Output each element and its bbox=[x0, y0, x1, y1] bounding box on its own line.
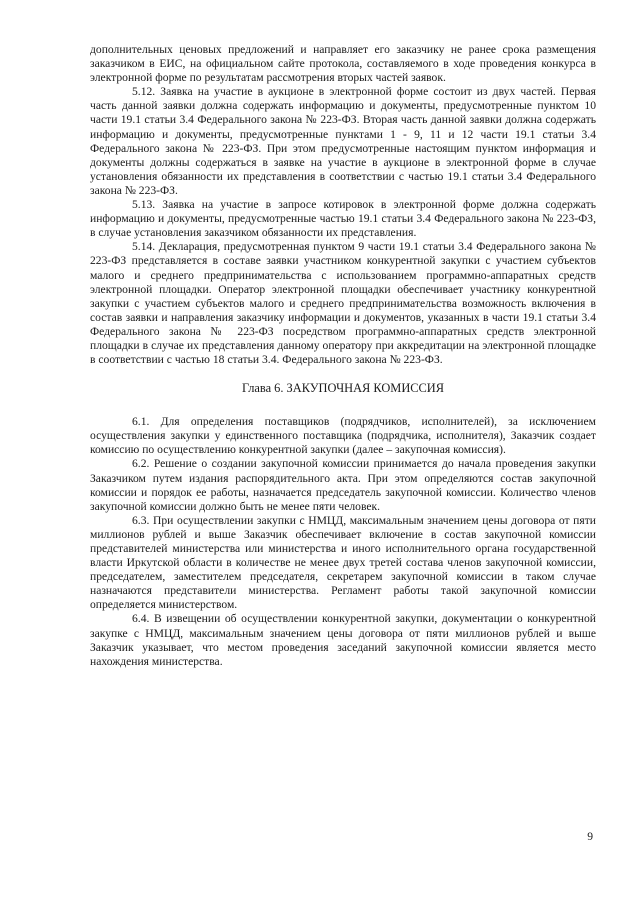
page-number: 9 bbox=[587, 830, 593, 843]
paragraph-5-13: 5.13. Заявка на участие в запросе котировок в электронной форме должна содержать информацию и документы, предусмотренные частью 19.1 статьи 3.4 Федерального закона № 223-ФЗ, в случае установления заказчиком обязанности их представления. bbox=[90, 198, 596, 240]
paragraph-5-12: 5.12. Заявка на участие в аукционе в электронной форме состоит из двух частей. Первая часть данной заявки должна содержать информацию и документы, предусмотренные пунктом 10 части 19.1 статьи 3.4 Федерального закона № 223-ФЗ. Вторая часть данной заявки должна содержать информацию и документы, предусмотренные пунктами 1 - 9, 11 и 12 части 19.1 статьи 3.4 Федерального закона № 223-ФЗ. При этом предусмотренные настоящим пунктом информация и документы должны содержаться в заявке на участие в аукционе в электронной форме в случае установления обязанности их представления в соответствии с частью 19.1 статьи 3.4 Федерального закона № 223-ФЗ. bbox=[90, 85, 596, 197]
paragraph-6-4: 6.4. В извещении об осуществлении конкурентной закупки, документации о конкурентной закупке с НМЦД, максимальным значением цены договора от пяти миллионов рублей и выше Заказчик указывает, что местом проведения заседаний закупочной комиссии является место нахождения министерства. bbox=[90, 612, 596, 668]
paragraph-6-3: 6.3. При осуществлении закупки с НМЦД, максимальным значением цены договора от пяти миллионов рублей и выше Заказчик обеспечивает включение в состав закупочной комиссии представителей министерства или министерства и иного исполнительного органа государственной власти Иркутской области в количестве не менее двух третей состава членов закупочной комиссии, председателем, заместителем председателя, секретарем закупочной комиссии в таком случае назначаются представители министерства. Регламент работы такой закупочной комиссии определяется министерством. bbox=[90, 513, 596, 612]
page-content bbox=[90, 43, 596, 669]
paragraph-6-2: 6.2. Решение о создании закупочной комиссии принимается до начала проведения закупки Заказчиком путем издания распорядительного акта. При этом определяются состав закупочной комиссии и порядок ее работы, назначается председатель закупочной комиссии. Количество членов закупочной комиссии должно быть не менее пяти человек. bbox=[90, 457, 596, 513]
paragraph-continuation: дополнительных ценовых предложений и направляет его заказчику не ранее срока размещения заказчиком в ЕИС, на официальном сайте протокола, составляемого в ходе проведения конкурса в электронной форме по результатам рассмотрения вторых частей заявок. bbox=[90, 43, 596, 85]
paragraph-5-14: 5.14. Декларация, предусмотренная пунктом 9 части 19.1 статьи 3.4 Федерального закона № 223-ФЗ представляется в составе заявки участником конкурентной закупки с участием субъектов малого и среднего предпринимательства с использованием программно-аппаратных средств электронной площадки. Оператор электронной площадки обеспечивает участнику конкурентной закупки с участием субъектов малого и среднего предпринимательства возможность включения в состав заявки и направления заказчику информации и документов, указанных в части 19.1 статьи 3.4 Федерального закона № 223-ФЗ посредством программно-аппаратных средств электронной площадки в случае их представления данному оператору при аккредитации на электронной площадке в соответствии с частью 18 статьи 3.4. Федерального закона № 223-ФЗ. bbox=[90, 240, 596, 367]
paragraph-6-1: 6.1. Для определения поставщиков (подрядчиков, исполнителей), за исключением осуществления закупки у единственного поставщика (подрядчика, исполнителя), Заказчик создает комиссию по осуществлению конкурентной закупки (далее – закупочная комиссия). bbox=[90, 415, 596, 457]
chapter-heading: Глава 6. ЗАКУПОЧНАЯ КОМИССИЯ bbox=[241, 381, 445, 396]
